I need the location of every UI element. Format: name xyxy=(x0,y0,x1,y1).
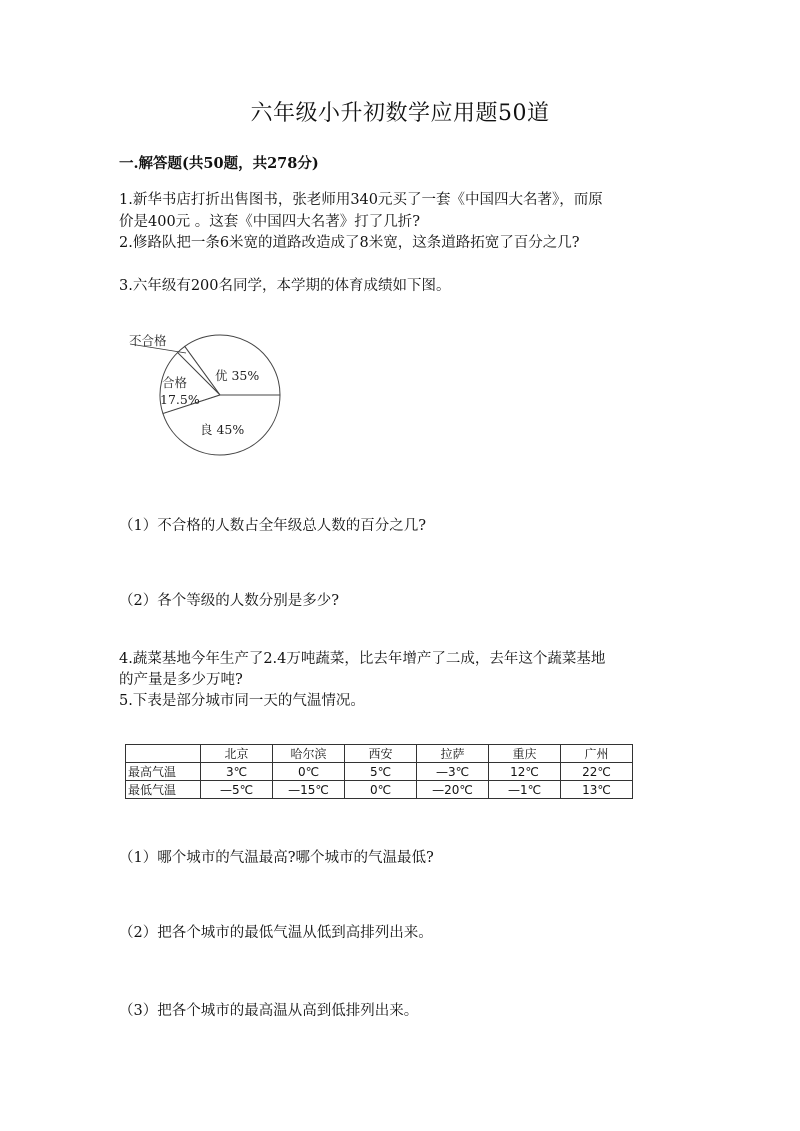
table-cell: 0℃ xyxy=(345,781,417,799)
slice-label-liang: 良 45% xyxy=(200,422,245,437)
question-3-sub-1: （1）不合格的人数占全年级总人数的百分之几? xyxy=(119,518,426,534)
table-row xyxy=(126,781,633,799)
table-cell: 22℃ xyxy=(561,763,633,781)
slice-label-you: 优 35% xyxy=(215,368,260,383)
table-header-cell: 西安 xyxy=(345,745,417,763)
page-title: 六年级小升初数学应用题50道 xyxy=(250,101,550,126)
table-cell: —15℃ xyxy=(273,781,345,799)
table-row xyxy=(126,763,633,781)
slice-label-hege: 合格 xyxy=(162,375,188,390)
question-5-sub-2: （2）把各个城市的最低气温从低到高排列出来。 xyxy=(119,925,433,941)
table-header-cell xyxy=(126,745,201,763)
table-cell: 12℃ xyxy=(489,763,561,781)
question-5-text: 5.下表是部分城市同一天的气温情况。 xyxy=(119,693,365,709)
table-header-cell: 哈尔滨 xyxy=(273,745,345,763)
question-2-text: 2.修路队把一条6米宽的道路改造成了8米宽，这条道路拓宽了百分之几? xyxy=(119,235,580,251)
table-cell: 13℃ xyxy=(561,781,633,799)
question-5-sub-1: （1）哪个城市的气温最高?哪个城市的气温最低? xyxy=(119,850,434,866)
table-cell: 0℃ xyxy=(273,763,345,781)
section-heading: 一.解答题(共50题，共278分) xyxy=(119,155,319,172)
table-cell: —3℃ xyxy=(417,763,489,781)
table-cell: 5℃ xyxy=(345,763,417,781)
slice-label-buhege: 不合格 xyxy=(129,333,167,348)
table-header-cell: 广州 xyxy=(561,745,633,763)
question-3-text: 3.六年级有200名同学，本学期的体育成绩如下图。 xyxy=(119,278,451,294)
table-header-cell: 重庆 xyxy=(489,745,561,763)
table-cell: 3℃ xyxy=(201,763,273,781)
table-header-cell: 拉萨 xyxy=(417,745,489,763)
table-row-label: 最高气温 xyxy=(126,763,201,781)
table-cell: —1℃ xyxy=(489,781,561,799)
question-4-line-2: 的产量是多少万吨? xyxy=(119,672,243,688)
question-4-line-1: 4.蔬菜基地今年生产了2.4万吨蔬菜，比去年增产了二成，去年这个蔬菜基地 xyxy=(119,651,606,667)
question-1-line-1: 1.新华书店打折出售图书，张老师用340元买了一套《中国四大名著》，而原 xyxy=(119,192,603,208)
question-1-line-2: 价是400元 。这套《中国四大名著》打了几折? xyxy=(119,214,421,230)
slice-label-hege-percent: 17.5% xyxy=(160,392,200,407)
question-3-sub-2: （2）各个等级的人数分别是多少? xyxy=(119,593,339,609)
table-row-label: 最低气温 xyxy=(126,781,201,799)
table-header-row xyxy=(126,745,633,763)
table-cell: —20℃ xyxy=(417,781,489,799)
grade-pie-chart xyxy=(120,322,300,472)
table-cell: —5℃ xyxy=(201,781,273,799)
table-header-cell: 北京 xyxy=(201,745,273,763)
question-5-sub-3: （3）把各个城市的最高温从高到低排列出来。 xyxy=(119,1003,419,1019)
temperature-table xyxy=(125,744,633,799)
